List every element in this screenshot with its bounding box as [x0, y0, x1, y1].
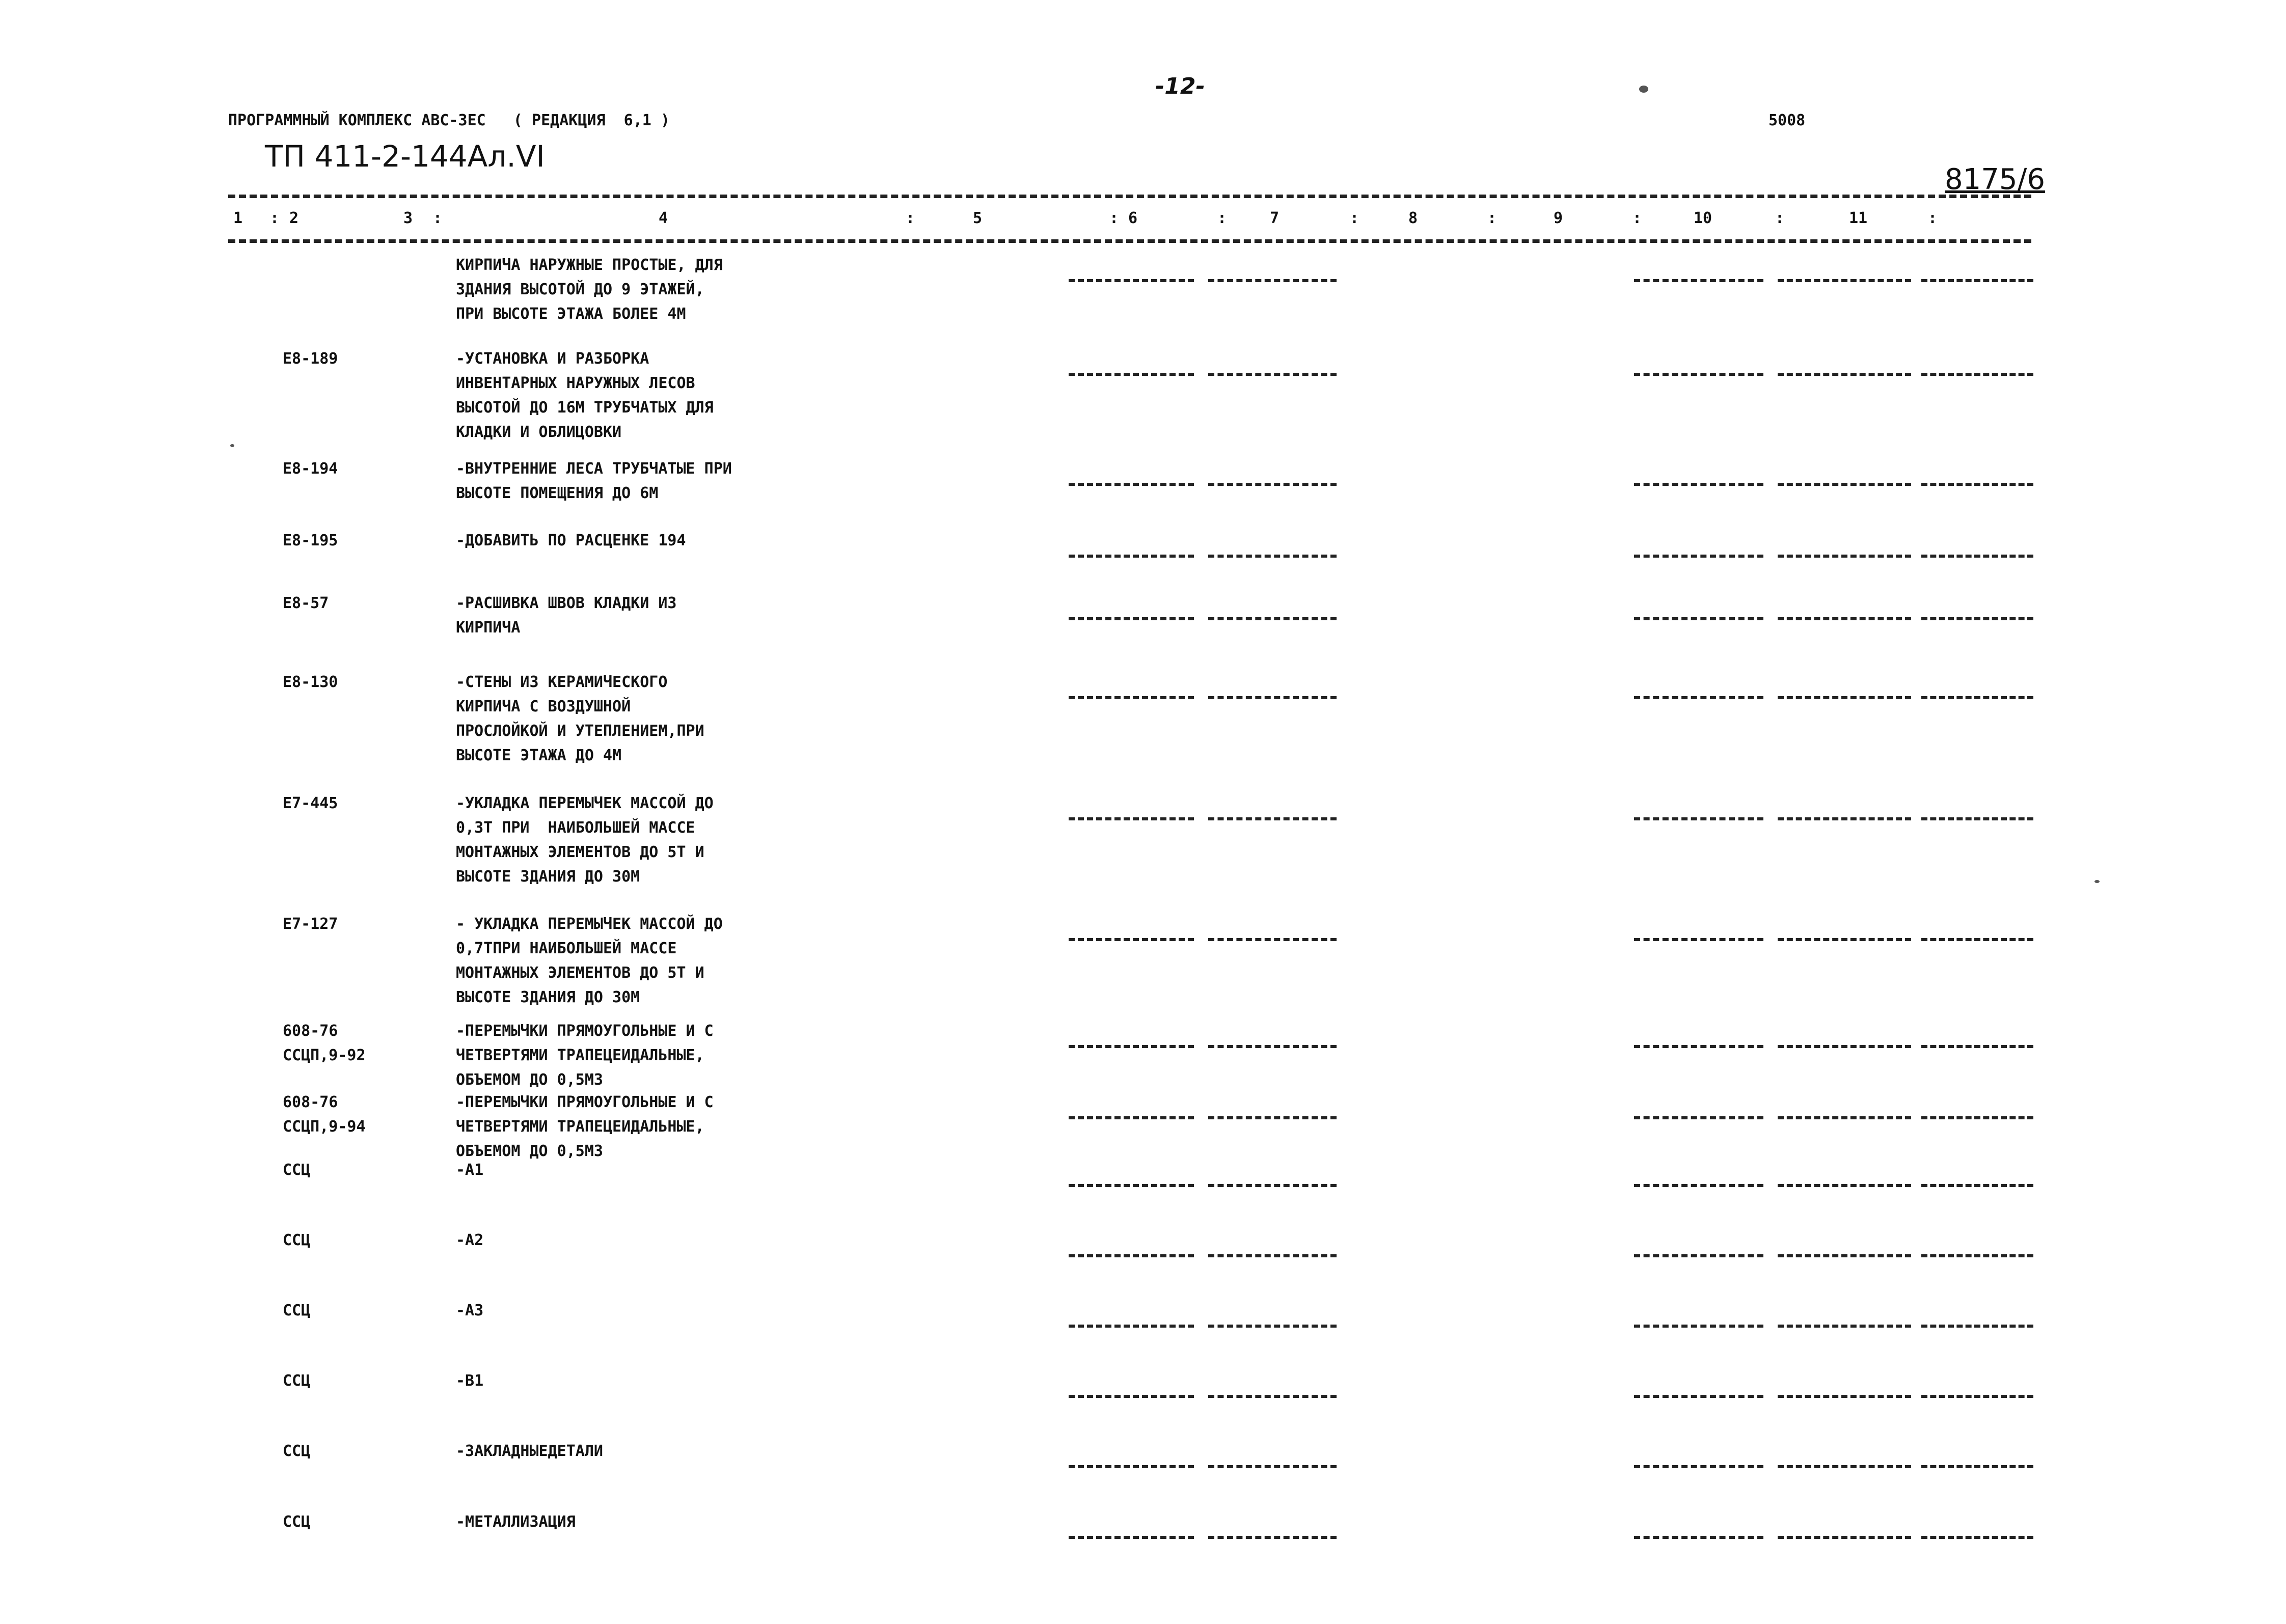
cell-divider-rule	[1208, 279, 1337, 282]
cell-divider-rule	[1921, 696, 2033, 699]
cell-divider-rule	[1069, 696, 1194, 699]
work-description: -УСТАНОВКА И РАЗБОРКА	[456, 350, 649, 368]
work-description: КИРПИЧА НАРУЖНЫЕ ПРОСТЫЕ, ДЛЯ	[456, 256, 723, 274]
cell-divider-rule	[1778, 696, 1911, 699]
header-top-rule	[228, 195, 2031, 198]
estimate-code: ССЦ	[283, 1302, 311, 1319]
cell-divider-rule	[1634, 279, 1763, 282]
estimate-code: Е8-195	[283, 532, 338, 549]
column-header-11: 11	[1849, 209, 1868, 227]
cell-divider-rule	[1921, 279, 2033, 282]
header-bottom-rule	[228, 239, 2031, 243]
cell-divider-rule	[1634, 696, 1763, 699]
work-description: -ДОБАВИТЬ ПО РАСЦЕНКЕ 194	[456, 532, 686, 549]
estimate-code: ССЦ	[283, 1372, 311, 1390]
cell-divider-rule	[1921, 1045, 2033, 1048]
inventory-number: 8175/6	[1945, 163, 2046, 196]
cell-divider-rule	[1069, 1395, 1194, 1398]
column-separator: :	[1350, 209, 1359, 227]
work-description: КЛАДКИ И ОБЛИЦОВКИ	[456, 423, 622, 441]
column-separator: :	[1928, 209, 1938, 227]
estimate-code: 608-76	[283, 1093, 338, 1111]
work-description: ВЫСОТЕ ЭТАЖА ДО 4М	[456, 747, 622, 764]
column-separator: :	[906, 209, 915, 227]
cell-divider-rule	[1921, 1536, 2033, 1539]
cell-divider-rule	[1778, 938, 1911, 941]
cell-divider-rule	[1778, 373, 1911, 376]
cell-divider-rule	[1634, 373, 1763, 376]
cell-divider-rule	[1208, 817, 1337, 820]
work-description: -ПЕРЕМЫЧКИ ПРЯМОУГОЛЬНЫЕ И С	[456, 1093, 714, 1111]
work-description: -СТЕНЫ ИЗ КЕРАМИЧЕСКОГО	[456, 673, 668, 691]
cell-divider-rule	[1634, 1254, 1763, 1257]
work-description: -ВНУТРЕННИЕ ЛЕСА ТРУБЧАТЫЕ ПРИ	[456, 460, 732, 478]
column-header-3: 3	[403, 209, 413, 227]
cell-divider-rule	[1634, 1116, 1763, 1119]
work-description: -МЕТАЛЛИЗАЦИЯ	[456, 1513, 576, 1531]
column-header-4: 4	[659, 209, 668, 227]
cell-divider-rule	[1778, 279, 1911, 282]
cell-divider-rule	[1921, 373, 2033, 376]
column-header-7: 7	[1270, 209, 1280, 227]
cell-divider-rule	[1208, 1045, 1337, 1048]
column-separator: :	[1109, 209, 1119, 227]
work-description: ЧЕТВЕРТЯМИ ТРАПЕЦЕИДАЛЬНЫЕ,	[456, 1047, 704, 1064]
work-description: -ЗАКЛАДНЫЕДЕТАЛИ	[456, 1442, 603, 1460]
column-separator: :	[433, 209, 443, 227]
cell-divider-rule	[1208, 1325, 1337, 1328]
cell-divider-rule	[1069, 279, 1194, 282]
cell-divider-rule	[1634, 555, 1763, 558]
estimate-code: ССЦП,9-94	[283, 1118, 366, 1136]
column-header-1: 1	[233, 209, 243, 227]
cell-divider-rule	[1069, 1536, 1194, 1539]
cell-divider-rule	[1921, 617, 2033, 620]
cell-divider-rule	[1069, 1254, 1194, 1257]
estimate-code: ССЦП,9-92	[283, 1047, 366, 1064]
estimate-code: Е7-127	[283, 915, 338, 933]
cell-divider-rule	[1634, 617, 1763, 620]
cell-divider-rule	[1921, 1465, 2033, 1468]
estimate-code: ССЦ	[283, 1513, 311, 1531]
cell-divider-rule	[1634, 938, 1763, 941]
column-header-8: 8	[1408, 209, 1418, 227]
column-header-2: 2	[289, 209, 299, 227]
scan-speck	[1639, 86, 1648, 93]
work-description: КИРПИЧА С ВОЗДУШНОЙ	[456, 698, 631, 715]
work-description: ВЫСОТЕ ПОМЕЩЕНИЯ ДО 6М	[456, 484, 659, 502]
project-label: ТП 411-2-144Ал.VI	[265, 139, 545, 174]
cell-divider-rule	[1069, 1116, 1194, 1119]
cell-divider-rule	[1921, 1254, 2033, 1257]
cell-divider-rule	[1069, 617, 1194, 620]
column-separator: :	[1632, 209, 1642, 227]
work-description: ВЫСОТЕ ЗДАНИЯ ДО 30М	[456, 868, 640, 886]
cell-divider-rule	[1921, 817, 2033, 820]
cell-divider-rule	[1634, 1184, 1763, 1187]
cell-divider-rule	[1778, 1254, 1911, 1257]
column-header-5: 5	[973, 209, 983, 227]
cell-divider-rule	[1208, 617, 1337, 620]
document-code: 5008	[1768, 112, 1806, 129]
cell-divider-rule	[1921, 1325, 2033, 1328]
cell-divider-rule	[1778, 1325, 1911, 1328]
estimate-code: ССЦ	[283, 1442, 311, 1460]
cell-divider-rule	[1778, 1045, 1911, 1048]
work-description: ЗДАНИЯ ВЫСОТОЙ ДО 9 ЭТАЖЕЙ,	[456, 281, 704, 298]
column-separator: :	[1775, 209, 1785, 227]
cell-divider-rule	[1778, 555, 1911, 558]
cell-divider-rule	[1778, 617, 1911, 620]
cell-divider-rule	[1921, 938, 2033, 941]
cell-divider-rule	[1069, 483, 1194, 486]
work-description: ВЫСОТОЙ ДО 16М ТРУБЧАТЫХ ДЛЯ	[456, 399, 714, 417]
cell-divider-rule	[1778, 1536, 1911, 1539]
work-description: ОБЪЕМОМ ДО 0,5М3	[456, 1142, 603, 1160]
cell-divider-rule	[1069, 817, 1194, 820]
work-description: 0,7ТПРИ НАИБОЛЬШЕЙ МАССЕ	[456, 940, 677, 957]
column-header-10: 10	[1694, 209, 1712, 227]
cell-divider-rule	[1208, 1116, 1337, 1119]
estimate-code: Е8-57	[283, 594, 329, 612]
cell-divider-rule	[1634, 817, 1763, 820]
work-description: КИРПИЧА	[456, 619, 521, 637]
cell-divider-rule	[1778, 1465, 1911, 1468]
cell-divider-rule	[1778, 483, 1911, 486]
column-separator: :	[1217, 209, 1227, 227]
cell-divider-rule	[1208, 1536, 1337, 1539]
cell-divider-rule	[1208, 1465, 1337, 1468]
work-description: -УКЛАДКА ПЕРЕМЫЧЕК МАССОЙ ДО	[456, 794, 714, 812]
cell-divider-rule	[1208, 696, 1337, 699]
work-description: -А1	[456, 1161, 484, 1179]
cell-divider-rule	[1634, 483, 1763, 486]
column-header-6: 6	[1128, 209, 1138, 227]
scan-speck	[2094, 880, 2100, 883]
work-description: МОНТАЖНЫХ ЭЛЕМЕНТОВ ДО 5Т И	[456, 964, 704, 982]
cell-divider-rule	[1208, 1395, 1337, 1398]
work-description: -В1	[456, 1372, 484, 1390]
work-description: ПРОСЛОЙКОЙ И УТЕПЛЕНИЕМ,ПРИ	[456, 722, 704, 740]
estimate-code: ССЦ	[283, 1231, 311, 1249]
cell-divider-rule	[1069, 938, 1194, 941]
estimate-code: Е7-445	[283, 794, 338, 812]
work-description: 0,3Т ПРИ НАИБОЛЬШЕЙ МАССЕ	[456, 819, 695, 837]
work-description: - УКЛАДКА ПЕРЕМЫЧЕК МАССОЙ ДО	[456, 915, 723, 933]
cell-divider-rule	[1921, 1184, 2033, 1187]
cell-divider-rule	[1634, 1465, 1763, 1468]
work-description: -А2	[456, 1231, 484, 1249]
column-separator: :	[270, 209, 280, 227]
cell-divider-rule	[1208, 1254, 1337, 1257]
work-description: -РАСШИВКА ШВОВ КЛАДКИ ИЗ	[456, 594, 677, 612]
scan-speck	[230, 444, 234, 447]
cell-divider-rule	[1778, 1395, 1911, 1398]
work-description: ПРИ ВЫСОТЕ ЭТАЖА БОЛЕЕ 4М	[456, 305, 686, 323]
cell-divider-rule	[1069, 1325, 1194, 1328]
cell-divider-rule	[1921, 483, 2033, 486]
cell-divider-rule	[1778, 1184, 1911, 1187]
estimate-code: Е8-194	[283, 460, 338, 478]
estimate-code: Е8-130	[283, 673, 338, 691]
work-description: ЧЕТВЕРТЯМИ ТРАПЕЦЕИДАЛЬНЫЕ,	[456, 1118, 704, 1136]
work-description: ОБЪЕМОМ ДО 0,5М3	[456, 1071, 603, 1089]
cell-divider-rule	[1208, 938, 1337, 941]
cell-divider-rule	[1778, 1116, 1911, 1119]
cell-divider-rule	[1634, 1045, 1763, 1048]
cell-divider-rule	[1634, 1536, 1763, 1539]
cell-divider-rule	[1069, 1184, 1194, 1187]
cell-divider-rule	[1208, 483, 1337, 486]
cell-divider-rule	[1778, 817, 1911, 820]
estimate-code: 608-76	[283, 1022, 338, 1040]
cell-divider-rule	[1921, 555, 2033, 558]
cell-divider-rule	[1921, 1116, 2033, 1119]
cell-divider-rule	[1208, 555, 1337, 558]
program-title: ПРОГРАММНЫЙ КОМПЛЕКС АВС-3ЕС ( РЕДАКЦИЯ 6,1 )	[228, 112, 670, 129]
estimate-code: Е8-189	[283, 350, 338, 368]
work-description: МОНТАЖНЫХ ЭЛЕМЕНТОВ ДО 5Т И	[456, 843, 704, 861]
estimate-code: ССЦ	[283, 1161, 311, 1179]
cell-divider-rule	[1069, 1465, 1194, 1468]
cell-divider-rule	[1634, 1395, 1763, 1398]
page-number: -12-	[1155, 73, 1205, 99]
work-description: ВЫСОТЕ ЗДАНИЯ ДО 30М	[456, 988, 640, 1006]
cell-divider-rule	[1069, 555, 1194, 558]
cell-divider-rule	[1069, 1045, 1194, 1048]
work-description: ИНВЕНТАРНЫХ НАРУЖНЫХ ЛЕСОВ	[456, 374, 695, 392]
cell-divider-rule	[1921, 1395, 2033, 1398]
work-description: -А3	[456, 1302, 484, 1319]
cell-divider-rule	[1208, 373, 1337, 376]
cell-divider-rule	[1634, 1325, 1763, 1328]
column-separator: :	[1487, 209, 1497, 227]
column-header-9: 9	[1554, 209, 1563, 227]
work-description: -ПЕРЕМЫЧКИ ПРЯМОУГОЛЬНЫЕ И С	[456, 1022, 714, 1040]
cell-divider-rule	[1208, 1184, 1337, 1187]
cell-divider-rule	[1069, 373, 1194, 376]
